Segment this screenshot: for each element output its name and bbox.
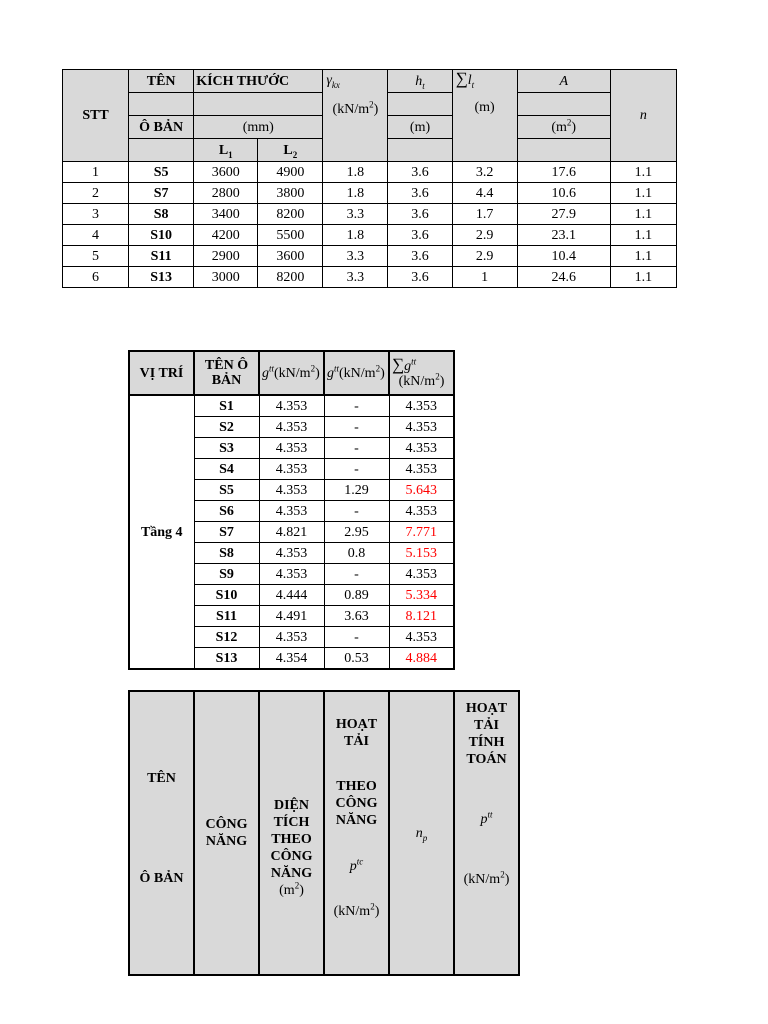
cell-g1: 4.444 bbox=[259, 585, 324, 606]
cell-slab-name: S10 bbox=[129, 225, 194, 246]
cell-l1: 2800 bbox=[194, 183, 258, 204]
header-blank bbox=[388, 139, 452, 162]
table-row bbox=[63, 183, 677, 204]
cell-g2: - bbox=[324, 564, 389, 585]
cell-slab-name: S7 bbox=[194, 522, 259, 543]
cell-stt: 1 bbox=[63, 162, 129, 183]
table-row bbox=[63, 246, 677, 267]
cell-ht: 3.6 bbox=[388, 225, 452, 246]
cell-l2: 5500 bbox=[258, 225, 323, 246]
header-g1: $g^{tt}(kN/m^2)$ bbox=[259, 351, 324, 395]
cell-sum-g: 8.121 bbox=[389, 606, 454, 627]
cell-slab-name: S5 bbox=[194, 480, 259, 501]
cell-stt: 4 bbox=[63, 225, 129, 246]
cell-gamma: 3.3 bbox=[323, 204, 388, 225]
cell-stt: 3 bbox=[63, 204, 129, 225]
slab-dimensions-table bbox=[62, 69, 677, 288]
header-a-unit: $(m^2)$ bbox=[517, 116, 610, 139]
header-mm: (mm) bbox=[194, 116, 323, 139]
header-ht-unit: (m) bbox=[388, 116, 452, 139]
cell-n: 1.1 bbox=[610, 183, 676, 204]
cell-g1: 4.353 bbox=[259, 417, 324, 438]
cell-area: 23.1 bbox=[517, 225, 610, 246]
cell-l2: 8200 bbox=[258, 204, 323, 225]
header-blank bbox=[129, 93, 194, 116]
header-vi-tri: VỊ TRÍ bbox=[129, 351, 194, 395]
cell-ht: 3.6 bbox=[388, 183, 452, 204]
cell-g2: - bbox=[324, 627, 389, 648]
cell-g2: - bbox=[324, 501, 389, 522]
cell-l1: 3000 bbox=[194, 267, 258, 288]
header-ten: TÊN bbox=[129, 70, 194, 93]
cell-g1: 4.353 bbox=[259, 543, 324, 564]
cell-g2: 0.89 bbox=[324, 585, 389, 606]
cell-slab-name: S3 bbox=[194, 438, 259, 459]
header-hoat-tai-tinh-toan: HOẠT TẢI TÍNH TOÁN $p^{tt}$ $(kN/m^2)$ bbox=[454, 691, 519, 975]
cell-slab-name: S7 bbox=[129, 183, 194, 204]
cell-g1: 4.353 bbox=[259, 395, 324, 417]
cell-slab-name: S12 bbox=[194, 627, 259, 648]
cell-slab-name: S2 bbox=[194, 417, 259, 438]
cell-g1: 4.353 bbox=[259, 480, 324, 501]
cell-area: 10.4 bbox=[517, 246, 610, 267]
cell-l1: 2900 bbox=[194, 246, 258, 267]
cell-slab-name: S5 bbox=[129, 162, 194, 183]
cell-gamma: 3.3 bbox=[323, 246, 388, 267]
cell-sum-l: 2.9 bbox=[452, 246, 517, 267]
header-l2: $L_2$ bbox=[258, 139, 323, 162]
cell-slab-name: S1 bbox=[194, 395, 259, 417]
cell-gamma: 1.8 bbox=[323, 225, 388, 246]
cell-l1: 3600 bbox=[194, 162, 258, 183]
cell-l1: 4200 bbox=[194, 225, 258, 246]
cell-sum-g: 4.353 bbox=[389, 438, 454, 459]
header-n: n bbox=[610, 70, 676, 162]
cell-g2: - bbox=[324, 395, 389, 417]
cell-g1: 4.353 bbox=[259, 501, 324, 522]
cell-sum-g: 5.153 bbox=[389, 543, 454, 564]
header-g2: $g^{tt}(kN/m^2)$ bbox=[324, 351, 389, 395]
cell-ht: 3.6 bbox=[388, 246, 452, 267]
header-ten-o-ban: TÊN Ô BẢN bbox=[129, 691, 194, 975]
cell-ht: 3.6 bbox=[388, 267, 452, 288]
cell-n: 1.1 bbox=[610, 267, 676, 288]
cell-g2: - bbox=[324, 459, 389, 480]
cell-gamma: 1.8 bbox=[323, 183, 388, 204]
cell-sum-l: 2.9 bbox=[452, 225, 517, 246]
cell-sum-g: 4.353 bbox=[389, 564, 454, 585]
cell-slab-name: S10 bbox=[194, 585, 259, 606]
cell-g1: 4.821 bbox=[259, 522, 324, 543]
header-sum-l: $\sum l_t$ (m) bbox=[452, 70, 517, 162]
cell-g2: - bbox=[324, 438, 389, 459]
cell-stt: 5 bbox=[63, 246, 129, 267]
cell-slab-name: S8 bbox=[194, 543, 259, 564]
cell-slab-name: S13 bbox=[194, 648, 259, 670]
cell-g1: 4.353 bbox=[259, 438, 324, 459]
cell-ht: 3.6 bbox=[388, 162, 452, 183]
cell-g2: 3.63 bbox=[324, 606, 389, 627]
cell-area: 10.6 bbox=[517, 183, 610, 204]
header-l1: $L_1$ bbox=[194, 139, 258, 162]
cell-n: 1.1 bbox=[610, 204, 676, 225]
header-hoat-tai: HOẠT TẢI THEO CÔNG NĂNG $p^{tc}$ $(kN/m^2)$ bbox=[324, 691, 389, 975]
cell-l2: 4900 bbox=[258, 162, 323, 183]
cell-floor: Tầng 4 bbox=[129, 395, 194, 669]
cell-g1: 4.353 bbox=[259, 564, 324, 585]
table-row bbox=[63, 162, 677, 183]
cell-n: 1.1 bbox=[610, 246, 676, 267]
header-blank bbox=[129, 139, 194, 162]
cell-slab-name: S4 bbox=[194, 459, 259, 480]
cell-gamma: 3.3 bbox=[323, 267, 388, 288]
header-stt: STT bbox=[63, 70, 129, 162]
cell-stt: 6 bbox=[63, 267, 129, 288]
cell-sum-l: 1 bbox=[452, 267, 517, 288]
table-row bbox=[63, 204, 677, 225]
cell-sum-g: 5.643 bbox=[389, 480, 454, 501]
cell-l2: 3600 bbox=[258, 246, 323, 267]
header-kich-thuoc: KÍCH THƯỚC bbox=[194, 70, 323, 93]
cell-ht: 3.6 bbox=[388, 204, 452, 225]
cell-slab-name: S11 bbox=[129, 246, 194, 267]
cell-sum-g: 4.884 bbox=[389, 648, 454, 670]
header-ten-o-ban: TÊN Ô BẢN bbox=[194, 351, 259, 395]
cell-g2: - bbox=[324, 417, 389, 438]
table-row bbox=[63, 267, 677, 288]
header-cong-nang: CÔNG NĂNG bbox=[194, 691, 259, 975]
cell-stt: 2 bbox=[63, 183, 129, 204]
cell-slab-name: S11 bbox=[194, 606, 259, 627]
cell-g2: 1.29 bbox=[324, 480, 389, 501]
header-blank bbox=[194, 93, 323, 116]
cell-area: 17.6 bbox=[517, 162, 610, 183]
cell-sum-g: 4.353 bbox=[389, 459, 454, 480]
cell-n: 1.1 bbox=[610, 162, 676, 183]
header-o-ban: Ô BẢN bbox=[129, 116, 194, 139]
cell-sum-g: 4.353 bbox=[389, 627, 454, 648]
header-gamma: $\gamma_{kx}$ $(kN/m^2)$ bbox=[323, 70, 388, 162]
cell-slab-name: S6 bbox=[194, 501, 259, 522]
header-sum-g: $\sum g^{tt}$ $(kN/m^2)$ bbox=[389, 351, 454, 395]
cell-sum-g: 7.771 bbox=[389, 522, 454, 543]
header-blank bbox=[388, 93, 452, 116]
cell-slab-name: S8 bbox=[129, 204, 194, 225]
cell-slab-name: S13 bbox=[129, 267, 194, 288]
cell-slab-name: S9 bbox=[194, 564, 259, 585]
header-blank bbox=[517, 139, 610, 162]
cell-g1: 4.353 bbox=[259, 627, 324, 648]
cell-sum-g: 4.353 bbox=[389, 395, 454, 417]
cell-area: 24.6 bbox=[517, 267, 610, 288]
cell-l2: 8200 bbox=[258, 267, 323, 288]
cell-gamma: 1.8 bbox=[323, 162, 388, 183]
cell-sum-g: 5.334 bbox=[389, 585, 454, 606]
cell-n: 1.1 bbox=[610, 225, 676, 246]
header-blank bbox=[517, 93, 610, 116]
live-load-table bbox=[128, 690, 520, 976]
cell-sum-g: 4.353 bbox=[389, 501, 454, 522]
cell-g1: 4.354 bbox=[259, 648, 324, 670]
table-row bbox=[63, 225, 677, 246]
cell-l1: 3400 bbox=[194, 204, 258, 225]
header-dien-tich: DIỆN TÍCH THEO CÔNG NĂNG $(m^2)$ bbox=[259, 691, 324, 975]
cell-l2: 3800 bbox=[258, 183, 323, 204]
cell-sum-l: 3.2 bbox=[452, 162, 517, 183]
cell-sum-l: 1.7 bbox=[452, 204, 517, 225]
cell-sum-l: 4.4 bbox=[452, 183, 517, 204]
cell-g2: 0.8 bbox=[324, 543, 389, 564]
cell-g2: 2.95 bbox=[324, 522, 389, 543]
header-a: A bbox=[517, 70, 610, 93]
header-np: $n_p$ bbox=[389, 691, 454, 975]
header-ht: $h_t$ bbox=[388, 70, 452, 93]
dead-load-table bbox=[128, 350, 455, 670]
cell-sum-g: 4.353 bbox=[389, 417, 454, 438]
table-row bbox=[129, 395, 454, 417]
cell-g2: 0.53 bbox=[324, 648, 389, 670]
cell-area: 27.9 bbox=[517, 204, 610, 225]
cell-g1: 4.353 bbox=[259, 459, 324, 480]
cell-g1: 4.491 bbox=[259, 606, 324, 627]
